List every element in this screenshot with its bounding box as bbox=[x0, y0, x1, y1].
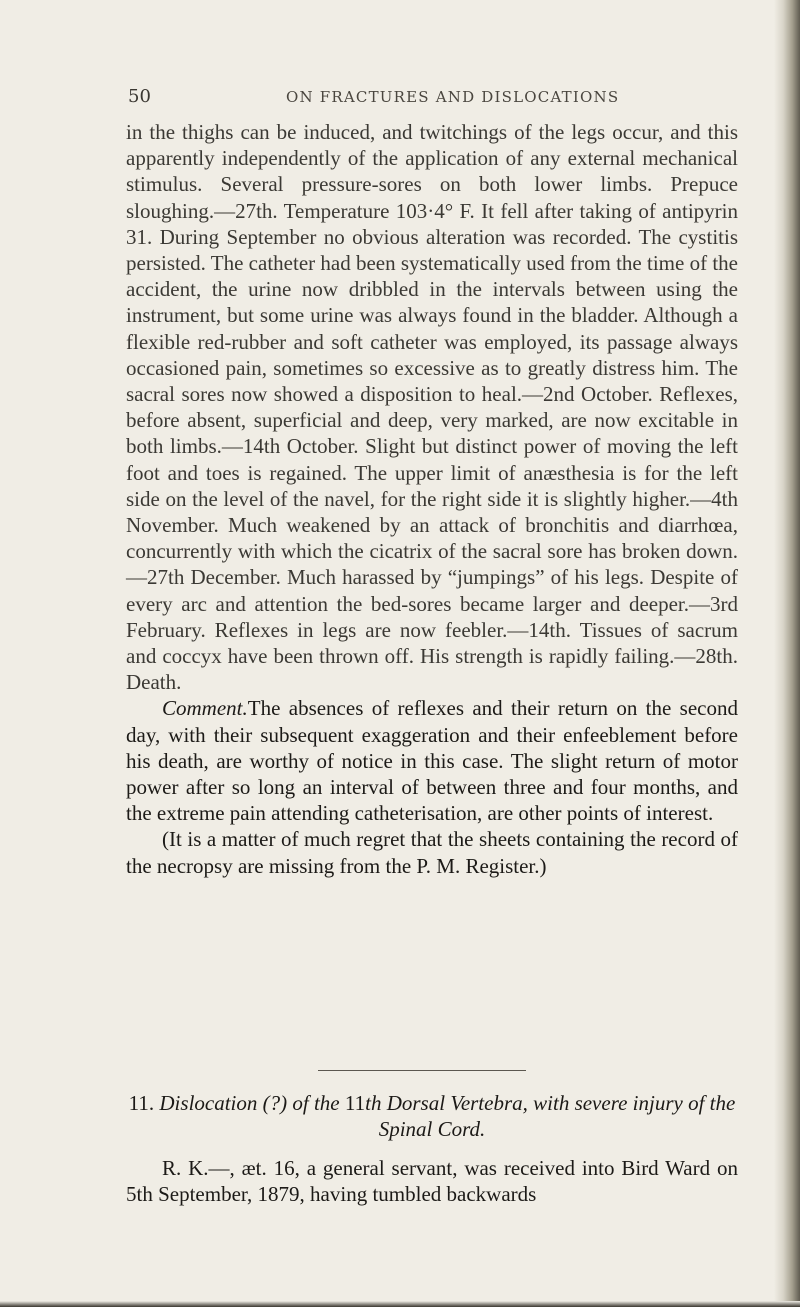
case-number: 11. bbox=[128, 1091, 155, 1115]
page-header bbox=[126, 86, 732, 116]
comment-text: The absences of reflexes and their return on the second day, with their subsequent exaggeration and their enfeeblement before his death, are worthy of notice in this case. The slight return of motor power after so long an interval of between three and four months, and the extreme pain attending catheterisation, are other points of interest. bbox=[126, 696, 738, 826]
section-divider bbox=[318, 1070, 526, 1071]
case-title-ordinal-suffix: th bbox=[365, 1091, 382, 1115]
case-title-ordinal: 11 bbox=[344, 1091, 366, 1115]
case-title-dislocation: Dislocation bbox=[159, 1091, 258, 1115]
case-title-vertebra: Dorsal Vertebra, bbox=[386, 1091, 528, 1115]
page-bottom-edge bbox=[0, 1301, 800, 1307]
page-number: 50 bbox=[128, 86, 151, 107]
running-title: ON FRACTURES AND DISLOCATIONS bbox=[286, 88, 620, 106]
comment-label: Comment. bbox=[162, 696, 248, 721]
case-title-injury: with severe injury of the Spinal Cord. bbox=[378, 1091, 736, 1141]
case-body bbox=[126, 1155, 738, 1207]
case-title-of-the: of the bbox=[292, 1091, 340, 1115]
case-body-paragraph: R. K.—, æt. 16, a general servant, was received into Bird Ward on 5th September, 1879, having tumbled backwards bbox=[126, 1156, 738, 1206]
case-notes-paragraph: in the thighs can be induced, and twitchings of the legs occur, and this apparently independently of the application of any external mechanical stimulus. Several pressure-sores on both lower limbs. Prepuce sloughing.—27th. Temperature 103·4° F. It fell after taking of antipyrin 31. During September no obvious alteration was recorded. The cystitis persisted. The catheter had been systematically used from the time of the accident, the urine now dribbled in the intervals between using the instrument, but some urine was always found in the bladder. Although a flexible red-rubber and soft catheter was employed, its passage always occasioned pain, sometimes so excessive as to greatly distress him. The sacral sores now showed a disposition to heal.—2nd October. Reflexes, before absent, superficial and deep, very marked, are now excitable in both limbs.—14th October. Slight but distinct power of moving the left foot and toes is regained. The upper limit of anæsthesia is for the left side on the level of the navel, for the right side it is slightly higher.—4th November. Much weakened by an attack of bronchitis and diarrhœa, concurrently with which the cicatrix of the sacral sore has broken down.—27th December. Much harassed by “jumpings” of his legs. Despite of every arc and attention the bed-sores became larger and deeper.—3rd February. Reflexes in legs are now feebler.—14th. Tissues of sacrum and coccyx have been thrown off. His strength is rapidly failing.—28th. Death. bbox=[126, 120, 738, 695]
case-title-query: (?) bbox=[262, 1091, 288, 1115]
page-edge-shadow bbox=[774, 0, 800, 1307]
register-note-paragraph: (It is a matter of much regret that the sheets containing the record of the necropsy are missing from the P. M. Register.) bbox=[126, 827, 738, 878]
body-text bbox=[126, 119, 738, 879]
comment-paragraph bbox=[126, 695, 738, 826]
case-heading bbox=[126, 1090, 738, 1142]
